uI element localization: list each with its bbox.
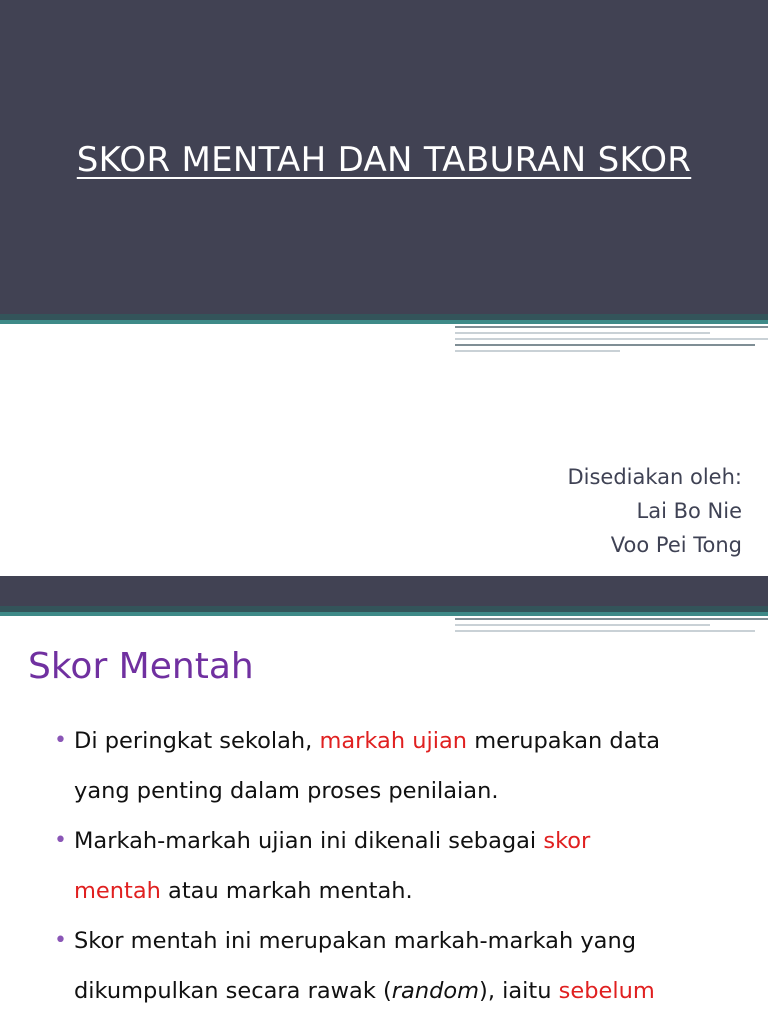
decor-stripe <box>455 618 768 620</box>
decor-stripe <box>455 338 768 340</box>
bullet-text: ), iaitu <box>479 978 559 1004</box>
bullet-text: atau markah mentah. <box>160 878 413 904</box>
bullet-icon: • <box>54 928 67 953</box>
bullet-text: yang penting dalam proses penilaian. <box>74 778 499 804</box>
highlight-text: mentah <box>74 878 161 904</box>
bullet-item <box>54 816 744 916</box>
bullet-icon: • <box>54 828 67 853</box>
italic-text: random <box>391 978 480 1004</box>
bullet-text: Di peringkat sekolah, <box>74 728 320 754</box>
header-accent-teal <box>0 320 768 324</box>
bullet-list <box>54 716 744 1016</box>
author-name: Voo Pei Tong <box>610 533 742 557</box>
decor-stripe <box>455 630 755 632</box>
slide-title: SKOR MENTAH DAN TABURAN SKOR <box>76 140 692 180</box>
author-block <box>567 460 742 562</box>
decor-stripe <box>455 624 710 626</box>
prepared-by-label: Disediakan oleh: <box>567 465 742 489</box>
title-header-band <box>0 0 768 314</box>
bullet-text: dikumpulkan secara rawak ( <box>74 978 392 1004</box>
bullet-item <box>54 716 744 816</box>
decor-stripe <box>455 326 768 328</box>
author-name: Lai Bo Nie <box>636 499 742 523</box>
bullet-text: Skor mentah ini merupakan markah-markah yang <box>74 928 637 954</box>
content-slide <box>0 576 768 1024</box>
bullet-text: merupakan data <box>467 728 661 754</box>
header-accent-teal <box>0 612 768 616</box>
highlight-text: sebelum <box>558 978 655 1004</box>
decor-stripe <box>455 350 620 352</box>
bullet-icon: • <box>54 728 67 753</box>
content-header-band <box>0 576 768 606</box>
decor-stripe <box>455 332 710 334</box>
highlight-text: markah ujian <box>319 728 468 754</box>
bullet-text: Markah-markah ujian ini dikenali sebagai <box>74 828 544 854</box>
highlight-text: skor <box>543 828 591 854</box>
decor-stripe <box>455 344 755 346</box>
slide-heading: Skor Mentah <box>28 646 254 687</box>
bullet-item <box>54 916 744 1016</box>
